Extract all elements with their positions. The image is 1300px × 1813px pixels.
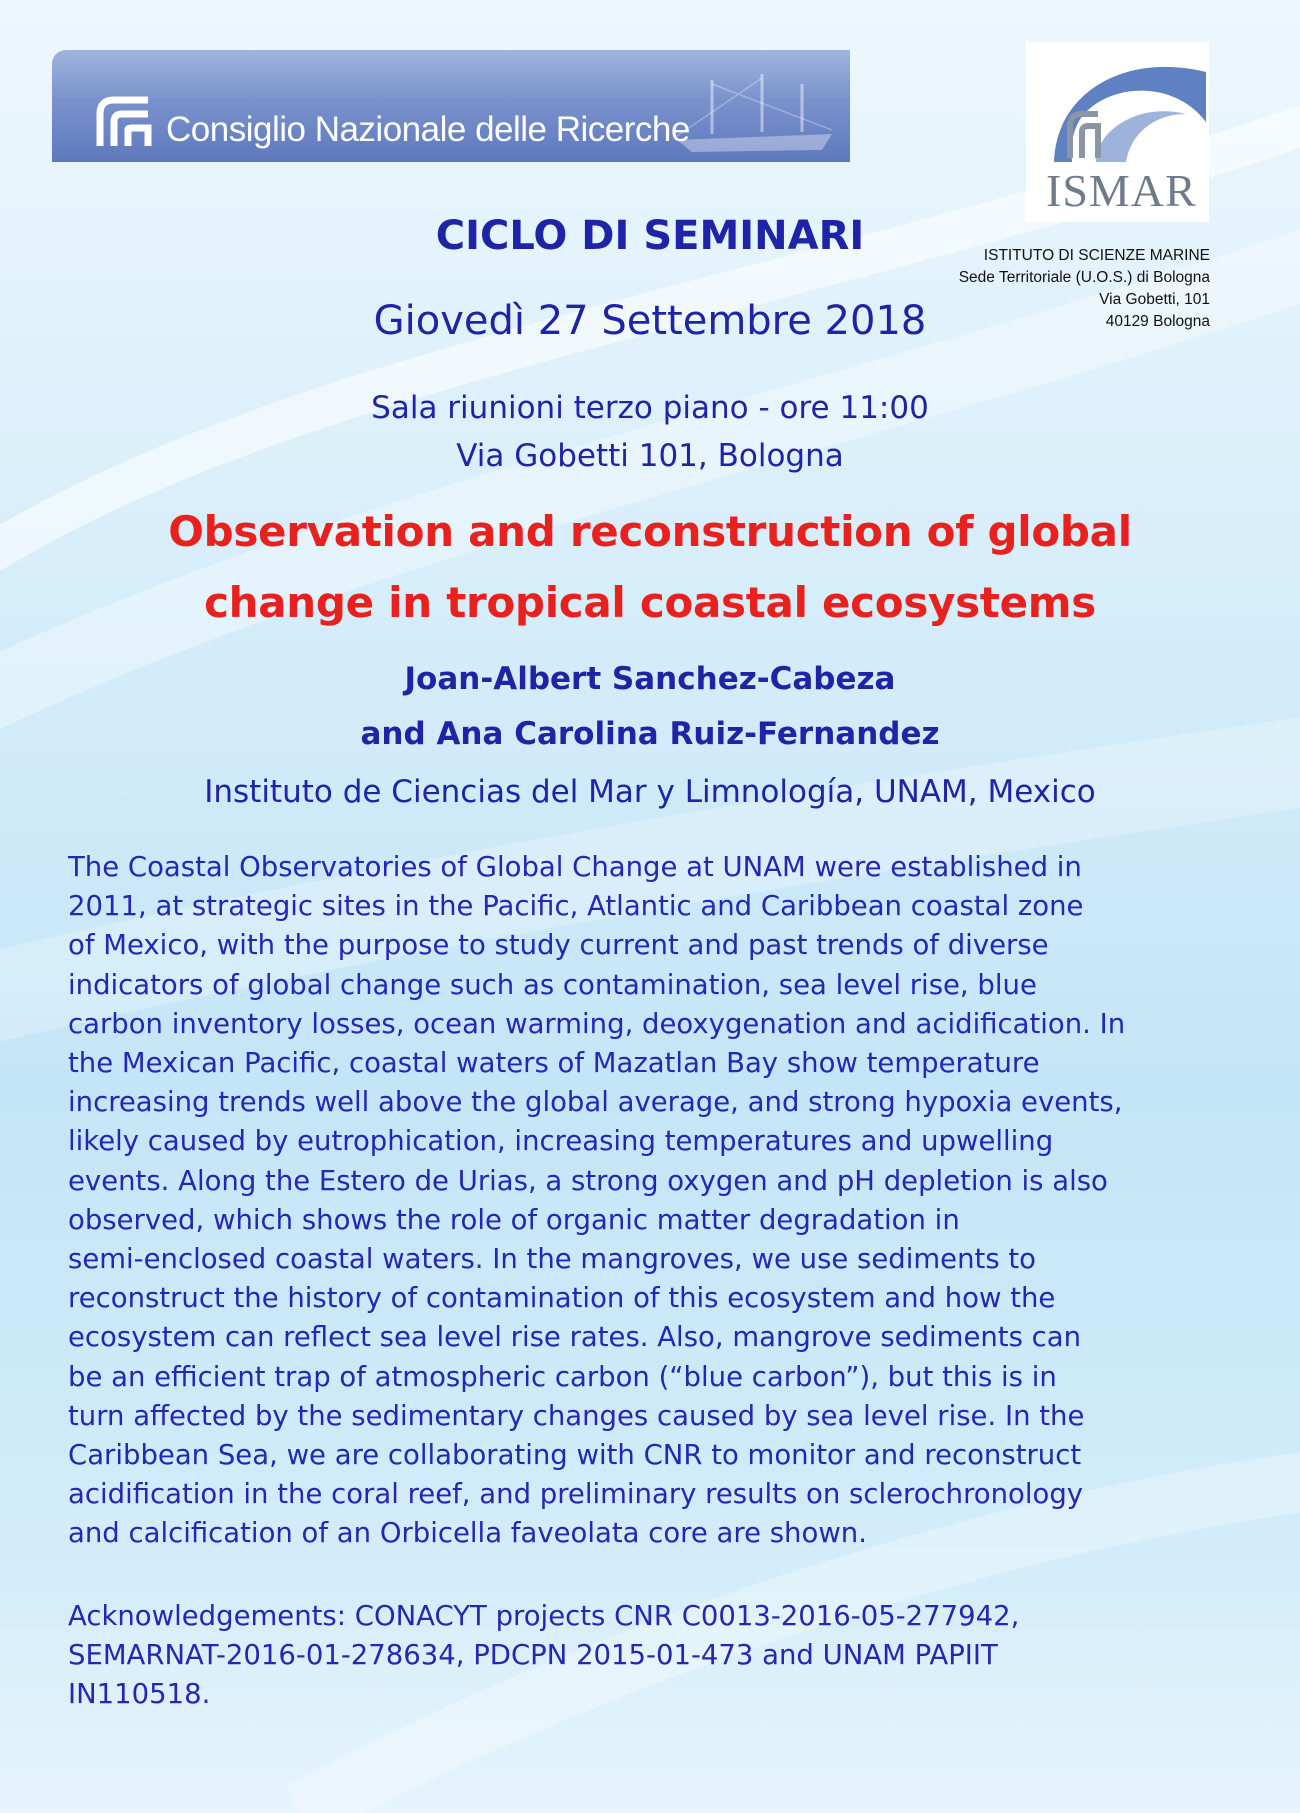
- venue-address: Via Gobetti 101, Bologna: [456, 438, 844, 474]
- ship-icon: [672, 70, 842, 160]
- abstract-line: of Mexico, with the purpose to study current and past trends of diverse: [68, 929, 1049, 962]
- cnr-banner-text: Consiglio Nazionale delle Ricerche: [166, 110, 690, 149]
- cnr-logo-icon: [92, 94, 156, 154]
- abstract-line: the Mexican Pacific, coastal waters of Mazatlan Bay show temperature: [68, 1047, 1040, 1080]
- abstract-line: be an efficient trap of atmospheric carbon (“blue carbon”), but this is in: [68, 1360, 1057, 1393]
- venue-room-time: Sala riunioni terzo piano - ore 11:00: [371, 390, 929, 426]
- institute-street: Via Gobetti, 101: [1099, 291, 1210, 308]
- ismar-logo: [1026, 42, 1209, 222]
- ismar-logo-text: ISMAR: [1046, 165, 1197, 216]
- talk-title-line: change in tropical coastal ecosystems: [204, 578, 1096, 627]
- institute-city: 40129 Bologna: [1105, 313, 1210, 330]
- institute-site: Sede Territoriale (U.O.S.) di Bologna: [958, 269, 1210, 286]
- institute-name: ISTITUTO DI SCIENZE MARINE: [983, 247, 1210, 264]
- acknowledgements-line: SEMARNAT-2016-01-278634, PDCPN 2015-01-473 and UNAM PAPIIT: [68, 1639, 998, 1672]
- abstract-line: carbon inventory losses, ocean warming, deoxygenation and acidification. In: [68, 1007, 1126, 1040]
- talk-title-line: Observation and reconstruction of global: [168, 507, 1132, 556]
- acknowledgements-line: Acknowledgements: CONACYT projects CNR C0013-2016-05-277942,: [68, 1600, 1020, 1632]
- abstract-line: ecosystem can reflect sea level rise rates. Also, mangrove sediments can: [68, 1321, 1082, 1354]
- abstract-line: increasing trends well above the global average, and strong hypoxia events,: [68, 1086, 1123, 1119]
- seminar-date: Giovedì 27 Settembre 2018: [373, 298, 927, 344]
- cnr-banner: [52, 50, 850, 162]
- abstract-line: acidification in the coral reef, and preliminary results on sclerochronology: [68, 1478, 1084, 1511]
- abstract-line: 2011, at strategic sites in the Pacific, Atlantic and Caribbean coastal zone: [68, 890, 1084, 923]
- speaker-affiliation: Instituto de Ciencias del Mar y Limnología, UNAM, Mexico: [204, 774, 1096, 810]
- abstract-line: and calcification of an Orbicella faveolata core are shown.: [68, 1517, 867, 1550]
- abstract-line: events. Along the Estero de Urias, a strong oxygen and pH depletion is also: [68, 1164, 1108, 1197]
- abstract-line: turn affected by the sedimentary changes caused by sea level rise. In the: [68, 1399, 1085, 1432]
- seminar-series-title: CICLO DI SEMINARI: [435, 213, 865, 259]
- abstract-line: observed, which shows the role of organic matter degradation in: [68, 1203, 960, 1236]
- abstract-line: likely caused by eutrophication, increasing temperatures and upwelling: [68, 1125, 1054, 1158]
- abstract-line: reconstruct the history of contamination of this ecosystem and how the: [68, 1282, 1056, 1315]
- abstract-line: semi-enclosed coastal waters. In the mangroves, we use sediments to: [68, 1243, 1036, 1276]
- abstract: [68, 848, 1268, 1554]
- acknowledgements: [68, 1597, 1268, 1715]
- abstract-line: Caribbean Sea, we are collaborating with CNR to monitor and reconstruct: [68, 1439, 1082, 1472]
- speaker-name: and Ana Carolina Ruiz-Fernandez: [360, 716, 940, 752]
- speaker-name: Joan-Albert Sanchez-Cabeza: [404, 661, 896, 697]
- acknowledgements-line: IN110518.: [68, 1678, 211, 1711]
- abstract-line: indicators of global change such as contamination, sea level rise, blue: [68, 968, 1037, 1001]
- abstract-line: The Coastal Observatories of Global Change at UNAM were established in: [68, 851, 1082, 883]
